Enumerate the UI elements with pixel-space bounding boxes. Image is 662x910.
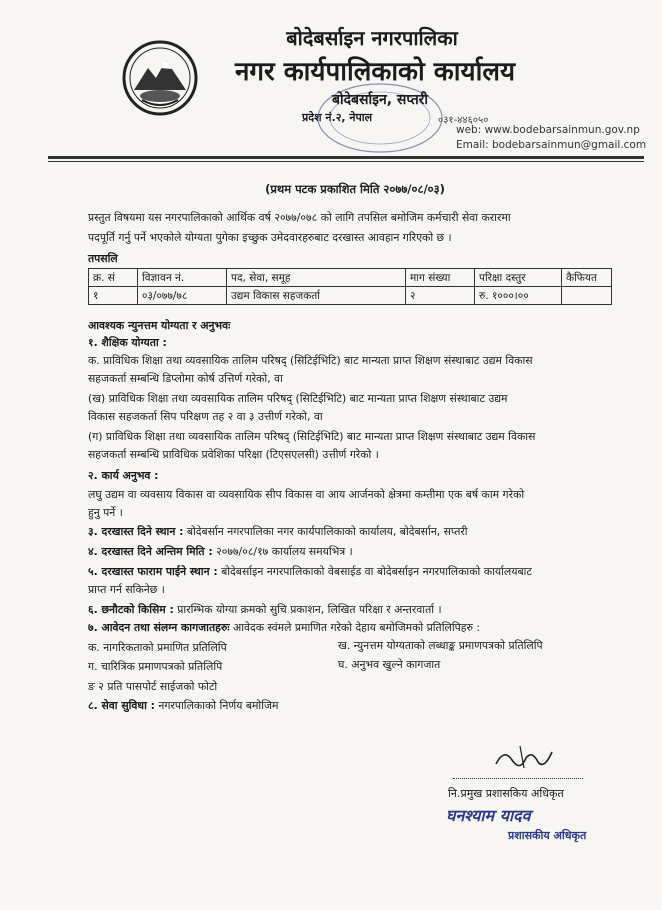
- website-link[interactable]: web: www.bodebarsainmun.gov.np: [456, 124, 640, 136]
- schedule-label: तपसलि: [88, 252, 118, 265]
- province: प्रदेश नं.२, नेपाल: [302, 111, 373, 124]
- signatory-title: नि.प्रमुख प्रशासकिय अधिकृत: [448, 787, 564, 800]
- col-fee: परिक्षा दस्तुर: [475, 269, 562, 287]
- doc-nga: ङ २ प्रति पासपोर्ट साईजको फोटो: [88, 680, 218, 693]
- documents-label: ७. आवेदन तथा संलग्न कागजातहरुः: [88, 621, 230, 634]
- office-name: नगर कार्यपालिकाको कार्यालय: [234, 57, 516, 87]
- requirements-heading: आवश्यक न्युनत्तम योग्यता र अनुभवः: [88, 319, 231, 332]
- posts-table: [88, 268, 612, 305]
- edu-a-line-2: सहजकर्ता सम्बन्धि डिप्लोमा कोर्ष उत्तिर्ण गरेको, वा: [88, 372, 283, 385]
- header-divider-thin: [48, 161, 644, 162]
- form-availability: [88, 564, 648, 579]
- form-availability-line-2: प्राप्त गर्न सकिनेछ ।: [88, 583, 165, 596]
- application-deadline: [88, 544, 648, 559]
- municipality-logo-icon: [120, 38, 200, 118]
- office-address: बोदेबर्साइन, सप्तरी: [331, 92, 429, 108]
- deadline-label: ४. दरखास्त दिने अन्तिम मिति :: [88, 545, 213, 558]
- col-demand: माग संख्या: [406, 269, 475, 287]
- edu-c-line-1: (ग) प्राविधिक शिक्षा तथा व्यवसायिक तालिम परिषद् (सिटिईभिटि) बाट मान्यता प्राप्त शिक्षण संस्थाबाट उद्यम विकास: [88, 430, 536, 443]
- phone-number: ०३१-४४६०५०: [438, 115, 489, 126]
- facility-label: ८. सेवा सुविधा :: [88, 699, 155, 712]
- facility-value: नगरपालिकाको निर्णय बमोजिम: [154, 699, 279, 712]
- edu-b-line-1: (ख) प्राविधिक शिक्षा तथा व्यवसायिक तालिम परिषद् (सिटिईभिटि) बाट मान्यता प्राप्त शिक्षण संस्थाबाट उद्यम: [88, 392, 508, 405]
- application-place-value: बोदेबर्सान नगरपालिका नगर कार्यपालिकाको कार्यालय, बोदेबर्सान, सप्तरी: [183, 525, 468, 538]
- cell-ad-no: ०३/०७७/७८: [138, 287, 227, 305]
- cell-demand: २: [406, 287, 475, 305]
- experience-line-1: लघु उद्यम वा व्यवसाय विकास वा व्यवसायिक सीप विकास वा आय आर्जनको क्षेत्रमा कम्तीमा एक बर्ष काम गरेको: [88, 488, 525, 501]
- org-name: बोदेबर्साइन नगरपालिका: [286, 26, 458, 50]
- service-facility: [88, 698, 648, 713]
- doc-gha: घ. अनुभव खुल्ने कागजात: [338, 658, 441, 671]
- col-post: पद, सेवा, समूह: [227, 269, 406, 287]
- handwritten-signature-icon: [490, 740, 560, 776]
- edu-c-line-2: सहजकर्ता सम्बन्धि प्राविधिक प्रवेशिका परिक्षा (टिएसएलसी) उत्तीर्ण गरेको ।: [88, 448, 379, 461]
- edu-a-line-1: क. प्राविधिक शिक्षा तथा व्यवसायिक तालिम परिषद् (सिटिईभिटि) बाट मान्यता प्राप्त शिक्षण संस्थाबाट उद्यम विकास: [88, 354, 533, 367]
- cell-remarks: [562, 287, 612, 305]
- table-row: [89, 287, 612, 305]
- documents: [88, 620, 648, 635]
- deadline-value: २०७७/०८/१७ कार्यालय समयभित्र ।: [212, 545, 353, 558]
- education-heading: १. शैक्षिक योग्यता :: [88, 336, 167, 349]
- published-date: (प्रथम पटक प्रकाशित मिति २०७७/०८/०३): [265, 182, 445, 196]
- office-stamp-icon: [305, 78, 455, 158]
- header-divider-thick: [48, 156, 644, 159]
- cell-post: उद्यम विकास सहजकर्ता: [227, 287, 406, 305]
- doc-kha: ख. न्युनत्तम योग्यताको लब्धाङ्क प्रमाणपत्रको प्रतिलिपि: [338, 639, 543, 652]
- documents-value: आवेदक स्वंमले प्रमाणित गरेको देहाय बमोजिमको प्रतिलिपिहरु :: [229, 621, 481, 634]
- application-place: [88, 524, 648, 539]
- intro-line-2: पदपूर्ति गर्नु पर्ने भएकोले योग्यता पुगेका इच्छुक उमेदवारहरुबाट दरखास्त आवहान गरिएको छ ।: [88, 231, 452, 244]
- selection-value: प्रारम्भिक योग्या क्रमको सुचि प्रकाशन, लिखित परिक्षा र अन्तरवार्ता ।: [173, 603, 442, 616]
- edu-b-line-2: विकास सहजकर्ता सिप परिक्षण तह २ वा ३ उत्तीर्ण गरेको, वा: [88, 410, 323, 423]
- signatory-designation: प्रशासकीय अधिकृत: [508, 829, 587, 842]
- cell-fee: रु. १०००।००: [475, 287, 562, 305]
- selection-label: ६. छनौटको किसिम :: [88, 603, 174, 616]
- signatory-name: घनश्याम यादव: [446, 806, 531, 825]
- experience-heading: २. कार्य अनुभव :: [88, 469, 159, 482]
- application-place-label: ३. दरखास्त दिने स्थान :: [88, 525, 184, 538]
- signature-line: [453, 778, 583, 779]
- col-ad-no: विज्ञावन नं.: [138, 269, 227, 287]
- table-header-row: [89, 269, 612, 287]
- col-remarks: कैफियत: [562, 269, 612, 287]
- doc-ka: क. नागरिकताको प्रमाणित प्रतिलिपि: [88, 641, 227, 654]
- form-value: बोदेबर्साइन नगरपालिकाको वेबसाईड वा बोदेबर्साइन नगरपालिकाको कार्यालयबाट: [217, 565, 532, 578]
- email-link[interactable]: Email: bodebarsainmun@gmail.com: [456, 139, 647, 151]
- doc-ga: ग. चारित्रिक प्रमाणपत्रको प्रतिलिपि: [88, 660, 223, 673]
- experience-line-2: हुनु पर्ने ।: [88, 506, 123, 519]
- form-label: ५. दरखास्त फाराम पाईने स्थान :: [88, 565, 218, 578]
- cell-sn: १: [89, 287, 138, 305]
- selection-method: [88, 602, 648, 617]
- intro-line-1: प्रस्तुत विषयमा यस नगरपालिकाको आर्थिक वर्ष २०७७/०७८ को लागि तपसिल बमोजिम कर्मचारी सेवा करारमा: [88, 211, 511, 224]
- col-sn: क्र. सं: [89, 269, 138, 287]
